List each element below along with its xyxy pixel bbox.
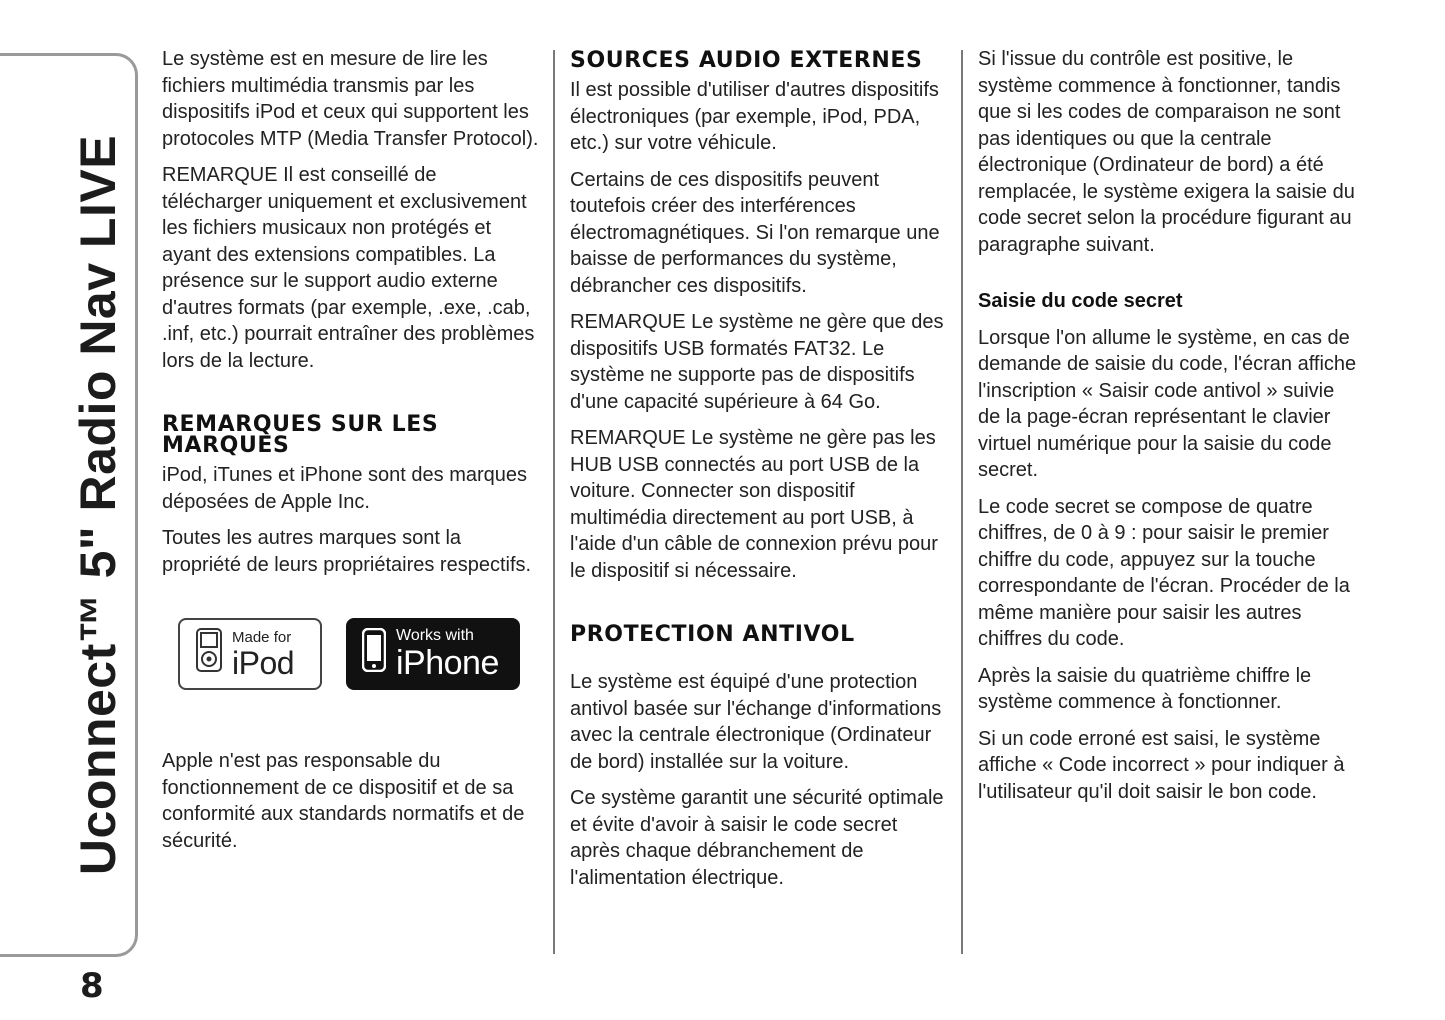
badge-big-text: iPod [232, 644, 295, 681]
paragraph: REMARQUE Il est conseillé de télécharger uniquement et exclusivement les fichiers musicaux non protégés et ayant des extensions compatibles. La présence sur le support audio externe d'autres formats (par exemple, .exe, .cab, .inf, etc.) pourrait entraîner des problèmes lors de la lecture. [162, 164, 535, 372]
paragraph: REMARQUE Le système ne gère que des dispositifs USB formatés FAT32. Le système ne supporte pas de dispositifs d'une capacité supérieure à 64 Go. [570, 311, 944, 413]
paragraph: Le système est en mesure de lire les fichiers multimédia transmis par les dispositifs iPod et ceux qui supportent les protocoles MTP (Media Transfer Protocol). [162, 48, 539, 150]
column-divider [961, 50, 963, 954]
subheading-secret-code: Saisie du code secret [978, 290, 1183, 312]
paragraph: Lorsque l'on allume le système, en cas de demande de saisie du code, l'écran affiche l'inscription « Saisir code antivol » suivie de la page-écran représentant le clavier virtuel numérique pour la saisie du code secret. [978, 326, 1357, 481]
section-heading-trademarks: REMARQUES SUR LES MARQUES [162, 412, 439, 458]
paragraph: Après la saisie du quatrième chiffre le système commence à fonctionner. [978, 664, 1312, 713]
column-2 [570, 46, 948, 901]
paragraph: iPod, iTunes et iPhone sont des marques déposées de Apple Inc. [162, 464, 528, 513]
paragraph: Il est possible d'utiliser d'autres dispositifs électroniques (par exemple, iPod, PDA, etc.) sur votre véhicule. [570, 79, 939, 154]
paragraph: Apple n'est pas responsable du fonctionnement de ce dispositif et de sa conformité aux standards normatifs et de sécurité. [162, 750, 525, 852]
paragraph: Ce système garantit une sécurité optimale et évite d'avoir à saisir le code secret après chaque débranchement de l'alimentation électrique. [570, 787, 944, 889]
column-divider [553, 50, 555, 954]
iphone-icon [362, 628, 386, 680]
apple-logos [162, 608, 542, 728]
paragraph: Si l'issue du contrôle est positive, le système commence à fonctionner, tandis que si les codes de comparaison ne sont pas identiques ou que la centrale électronique (Ordinateur de bord) a été remplacée, le système exigera la saisie du code secret selon la procédure figurant au paragraphe suivant. [978, 48, 1355, 256]
page-number: 8 [80, 966, 104, 1006]
paragraph: Le système est équipé d'une protection antivol basée sur l'échange d'informations avec la centrale électronique (Ordinateur de bord) installée sur la voiture. [570, 671, 942, 773]
section-heading-external-sources: SOURCES AUDIO EXTERNES [570, 48, 923, 73]
badge-small-text: Works with [396, 627, 474, 644]
section-heading-antitheft: PROTECTION ANTIVOL [570, 622, 855, 647]
badge-big-text: iPhone [396, 644, 499, 682]
works-with-iphone-badge [346, 618, 520, 690]
made-for-ipod-badge [178, 618, 322, 690]
paragraph: Certains de ces dispositifs peuvent toutefois créer des interférences électromagnétiques. Si l'on remarque une baisse de performances du système, débrancher ces dispositifs. [570, 168, 940, 297]
paragraph: Si un code erroné est saisi, le système affiche « Code incorrect » pour indiquer à l'utilisateur qu'il doit saisir le bon code. [978, 727, 1345, 803]
badge-small-text: Made for [232, 628, 292, 646]
column-1 [162, 46, 542, 864]
column-3 [978, 46, 1358, 815]
chapter-title: Uconnect™ 5" Radio Nav LIVE [70, 134, 126, 876]
paragraph: Toutes les autres marques sont la propriété de leurs propriétaires respectifs. [162, 527, 532, 576]
paragraph: REMARQUE Le système ne gère pas les HUB USB connectés au port USB de la voiture. Connecter son dispositif multimédia directement au port USB, à l'aide d'un câble de connexion prévu pour le dispositif si nécessaire. [570, 427, 938, 582]
ipod-icon [196, 628, 222, 680]
paragraph: Le code secret se compose de quatre chiffres, de 0 à 9 : pour saisir le premier chiffre du code, appuyez sur la touche correspondante de l'écran. Procéder de la même manière pour saisir les autres chiffres du code. [978, 495, 1350, 650]
